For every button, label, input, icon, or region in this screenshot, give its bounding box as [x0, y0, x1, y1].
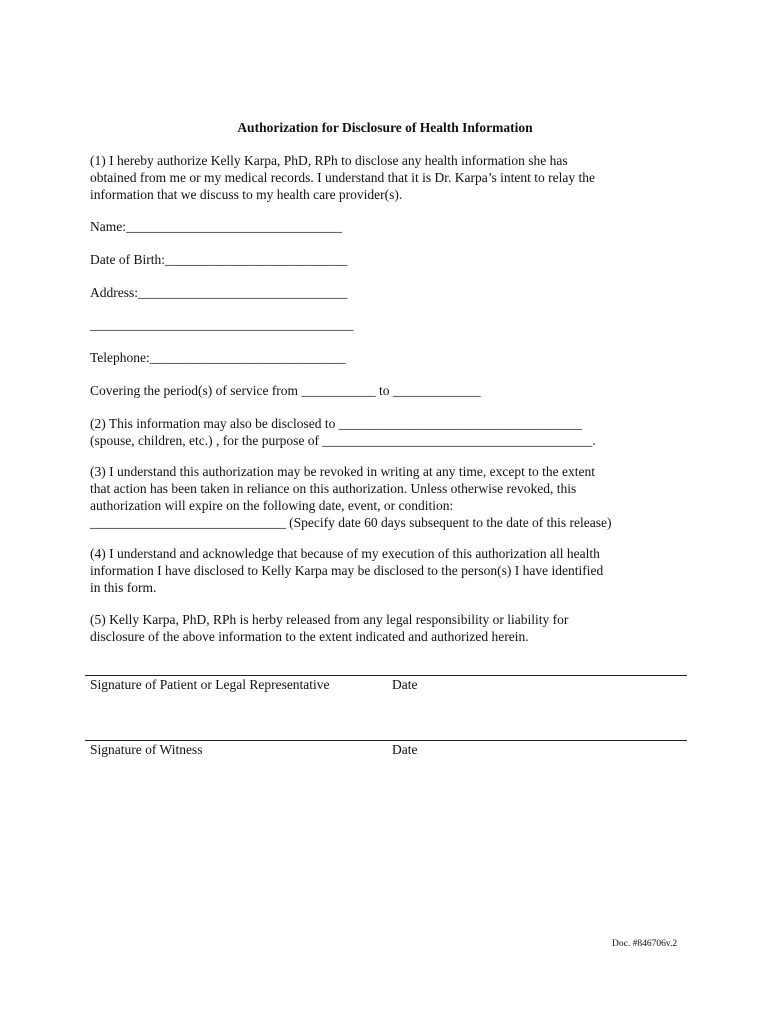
witness-signature-label: Signature of Witness: [90, 742, 203, 757]
expiration-date-field[interactable]: _____________________________ (Specify date 60 days subsequent to the date of this release): [90, 515, 612, 530]
paragraph-2-disclosure: [90, 415, 690, 449]
paragraph-5-release: [90, 611, 690, 645]
paragraph-5-line: disclosure of the above information to the extent indicated and authorized herein.: [90, 629, 529, 644]
paragraph-3-line: that action has been taken in reliance on this authorization. Unless otherwise revoked, this: [90, 481, 577, 496]
document-number: Doc. #846706v.2: [612, 939, 678, 949]
patient-date-label: Date: [392, 677, 418, 692]
address-line-2-field[interactable]: _______________________________________: [90, 317, 354, 332]
witness-date-label: Date: [392, 742, 418, 757]
patient-signature-line[interactable]: [85, 675, 687, 676]
address-field[interactable]: Address:_______________________________: [90, 285, 348, 300]
name-field[interactable]: Name:________________________________: [90, 219, 342, 234]
document-title: Authorization for Disclosure of Health Information: [237, 120, 533, 135]
paragraph-1-line: (1) I hereby authorize Kelly Karpa, PhD, RPh to disclose any health information she has: [90, 153, 568, 168]
witness-signature-line[interactable]: [85, 740, 687, 741]
paragraph-1-authorization: [90, 152, 690, 203]
paragraph-2-line[interactable]: (spouse, children, etc.) , for the purpose of ________________________________________.: [90, 433, 596, 448]
paragraph-3-revocation: [90, 463, 690, 531]
paragraph-5-line: (5) Kelly Karpa, PhD, RPh is herby released from any legal responsibility or liability for: [90, 612, 569, 627]
paragraph-4-line: information I have disclosed to Kelly Karpa may be disclosed to the person(s) I have identified: [90, 563, 604, 578]
paragraph-1-line: obtained from me or my medical records. I understand that it is Dr. Karpa’s intent to relay the: [90, 170, 595, 185]
telephone-field[interactable]: Telephone:_____________________________: [90, 350, 346, 365]
date-of-birth-field[interactable]: Date of Birth:___________________________: [90, 252, 348, 267]
paragraph-3-line: authorization will expire on the following date, event, or condition:: [90, 498, 454, 513]
service-period-field[interactable]: Covering the period(s) of service from ___________ to _____________: [90, 383, 481, 398]
paragraph-4-line: (4) I understand and acknowledge that because of my execution of this authorization all health: [90, 546, 600, 561]
paragraph-2-line[interactable]: (2) This information may also be disclosed to ____________________________________: [90, 416, 582, 431]
patient-signature-label: Signature of Patient or Legal Representative: [90, 677, 330, 692]
paragraph-4-line: in this form.: [90, 580, 157, 595]
paragraph-3-line: (3) I understand this authorization may be revoked in writing at any time, except to the extent: [90, 464, 595, 479]
paragraph-1-line: information that we discuss to my health care provider(s).: [90, 187, 403, 202]
paragraph-4-acknowledgement: [90, 545, 690, 596]
